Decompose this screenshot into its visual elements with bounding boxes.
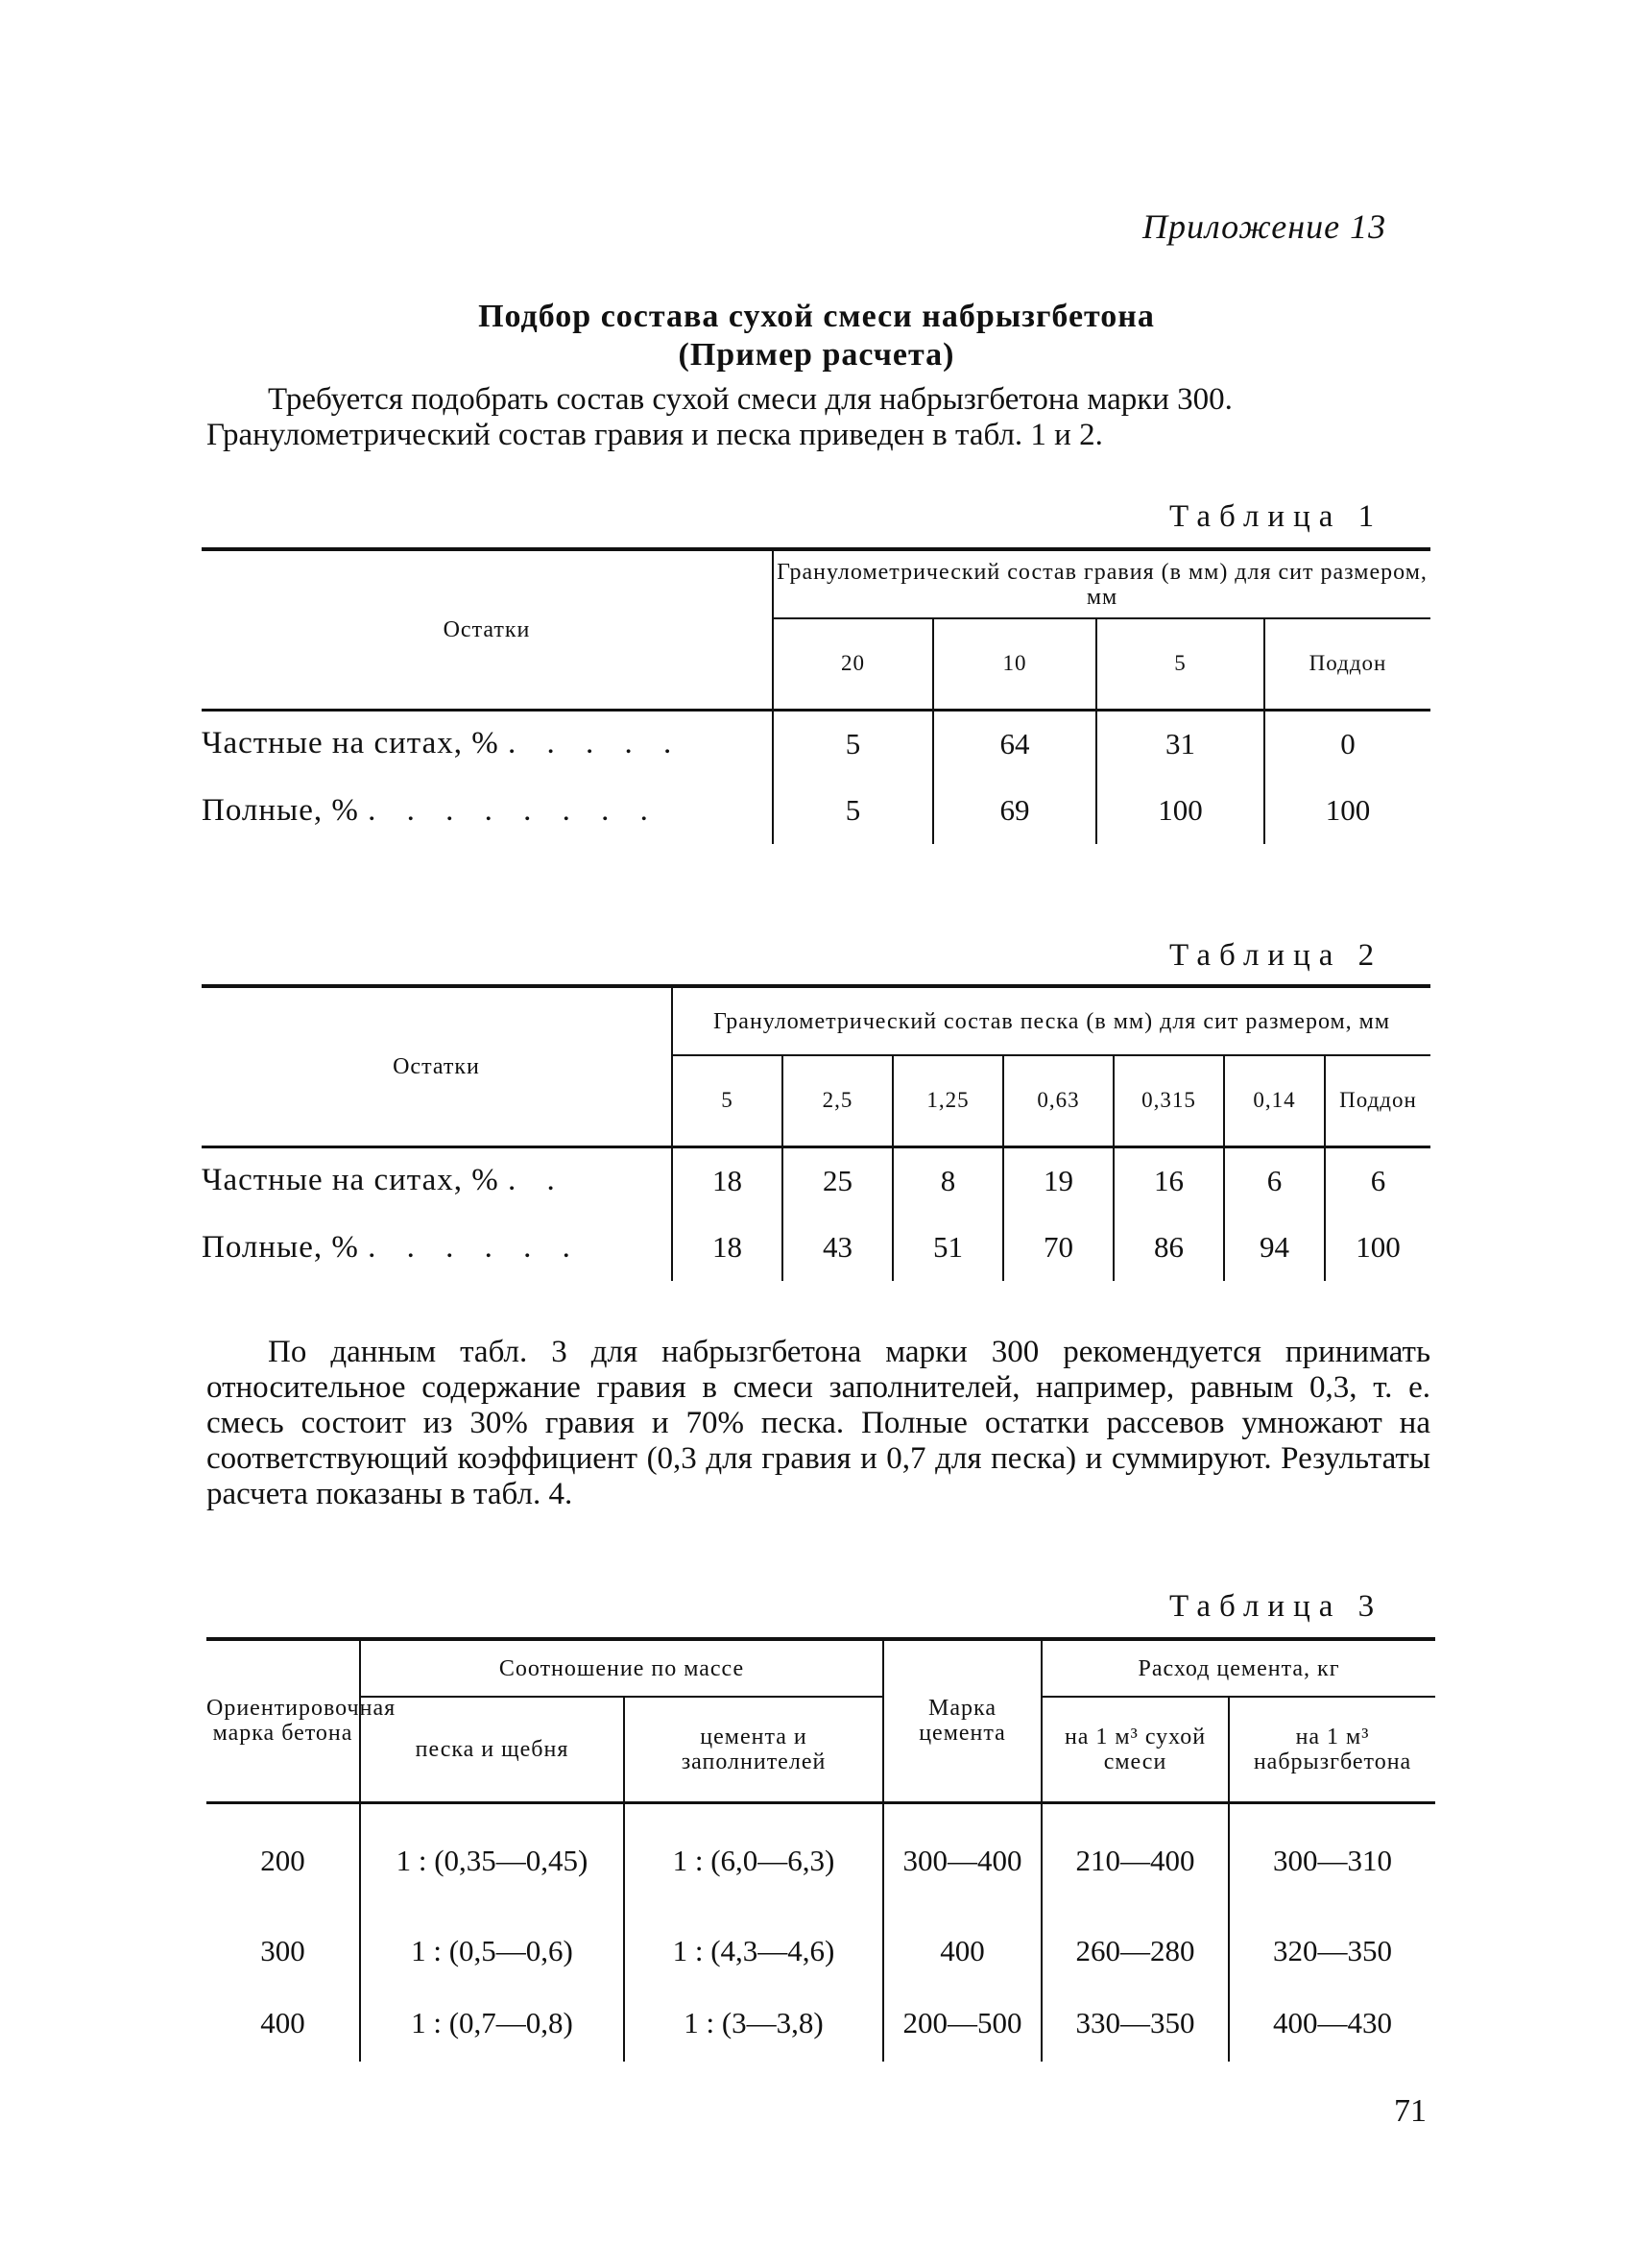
table-cell: 18 [672,1214,782,1281]
table-cell: 6 [1325,1146,1430,1214]
table-cell: 1 : (0,7—0,8) [360,1985,624,2062]
table3-consumption-sub2: на 1 м³ набрызгбетона [1229,1697,1435,1802]
table-cell: 31 [1096,710,1264,777]
table2-col-header: 2,5 [782,1055,893,1146]
table-cell: 43 [782,1214,893,1281]
table-cell: 1 : (3—3,8) [624,1985,883,2062]
table-cell: 100 [1096,777,1264,844]
intro-line-2: Гранулометрический состав гравия и песка приведен в табл. 1 и 2. [206,418,1103,452]
table-cell: 51 [893,1214,1003,1281]
table-cell: 1 : (0,35—0,45) [360,1802,624,1918]
table-cell: 5 [773,710,933,777]
table-cell: 400—430 [1229,1985,1435,2062]
table-cell: 8 [893,1146,1003,1214]
table-cell: 18 [672,1146,782,1214]
table-cell: 100 [1264,777,1430,844]
table-cell: 400 [260,2006,305,2039]
appendix-label: Приложение 13 [1142,207,1387,246]
table-cell: 86 [1114,1214,1224,1281]
table-cell: 6 [1224,1146,1325,1214]
table-cell: 19 [1003,1146,1114,1214]
table1-group-header: Гранулометрический состав гравия (в мм) для сит размером, мм [773,549,1430,618]
table3-ratio-sub1: песка и щебня [360,1697,624,1802]
paragraph-text: По данным табл. 3 для набрызгбетона марки 300 рекомендуется принимать относительное содержание гравия в смеси заполнителей, например, равным 0,3, т. е. смесь состоит из 30% гравия и 70% песка. Полные остатки рассевов умножают на соответствующий коэффициент (0,3 для гравия и 0,7 для песка) и суммируют. Результаты расчета показаны в табл. 4. [206,1335,1430,1511]
table1-row-header: Остатки [202,549,773,710]
table1-col-header: 5 [1096,618,1264,710]
table-cell: 330—350 [1042,1985,1229,2062]
row-label: Полные, % . . . . . . [202,1229,582,1265]
table-cell: 260—280 [1042,1918,1229,1985]
table1-col-header: 10 [933,618,1096,710]
table-cell: 210—400 [1042,1802,1229,1918]
table-cell: 400 [883,1918,1042,1985]
table-cell: 100 [1325,1214,1430,1281]
table1 [202,547,1430,844]
table-cell: 1 : (4,3—4,6) [624,1918,883,1985]
table1-col-header: Поддон [1264,618,1430,710]
table-cell: 200 [260,1843,305,1877]
table3-cement-brand-header: Марка цемента [883,1639,1042,1802]
intro-line-1: Требуется подобрать состав сухой смеси для набрызгбетона марки 300. [268,382,1233,417]
page-subtitle: (Пример расчета) [678,337,955,373]
row-label: Частные на ситах, % . . [202,1163,566,1198]
table3-ratio-sub2: цемента и заполнителей [624,1697,883,1802]
body-paragraph [206,1335,1430,1512]
table2 [202,984,1430,1281]
table2-group-header: Гранулометрический состав песка (в мм) для сит размером, мм [672,986,1430,1055]
table3-caption: Таблица 3 [1169,1589,1383,1624]
table3-consumption-header: Расход цемента, кг [1042,1639,1435,1697]
table-cell: 94 [1224,1214,1325,1281]
table2-caption: Таблица 2 [1169,938,1383,973]
table-cell: 0 [1264,710,1430,777]
page-number: 71 [1394,2093,1427,2129]
table-cell: 320—350 [1229,1918,1435,1985]
table2-col-header: 1,25 [893,1055,1003,1146]
table-cell: 1 : (0,5—0,6) [360,1918,624,1985]
table-cell: 64 [933,710,1096,777]
table3-consumption-sub1: на 1 м³ сухой смеси [1042,1697,1229,1802]
table-row [202,710,1430,777]
table1-col-header: 20 [773,618,933,710]
table-row [206,1802,1435,1918]
table-row [202,1146,1430,1214]
table2-row-header: Остатки [202,986,672,1146]
page-title: Подбор состава сухой смеси набрызгбетона [478,299,1155,334]
table-cell: 300 [260,1934,305,1967]
table-cell: 70 [1003,1214,1114,1281]
table-row [202,1214,1430,1281]
table-row [206,1985,1435,2062]
table2-col-header: 0,315 [1114,1055,1224,1146]
table3 [206,1637,1435,2062]
table2-col-header: 0,14 [1224,1055,1325,1146]
table-row [202,777,1430,844]
table-cell: 1 : (6,0—6,3) [624,1802,883,1918]
table-row [206,1918,1435,1985]
table-cell: 5 [773,777,933,844]
table2-col-header: 0,63 [1003,1055,1114,1146]
table2-col-header: 5 [672,1055,782,1146]
table-cell: 69 [933,777,1096,844]
table-cell: 200—500 [883,1985,1042,2062]
table-cell: 300—400 [883,1802,1042,1918]
table3-col1-header: Ориентировочная марка бетона [206,1639,360,1802]
table3-ratio-header: Соотношение по массе [360,1639,883,1697]
row-label: Полные, % . . . . . . . . [202,792,660,828]
row-label: Частные на ситах, % . . . . . [202,726,684,761]
table-cell: 25 [782,1146,893,1214]
table2-col-header: Поддон [1325,1055,1430,1146]
intro-paragraph [206,382,1430,453]
table-cell: 300—310 [1229,1802,1435,1918]
table1-caption: Таблица 1 [1169,499,1383,534]
table-cell: 16 [1114,1146,1224,1214]
